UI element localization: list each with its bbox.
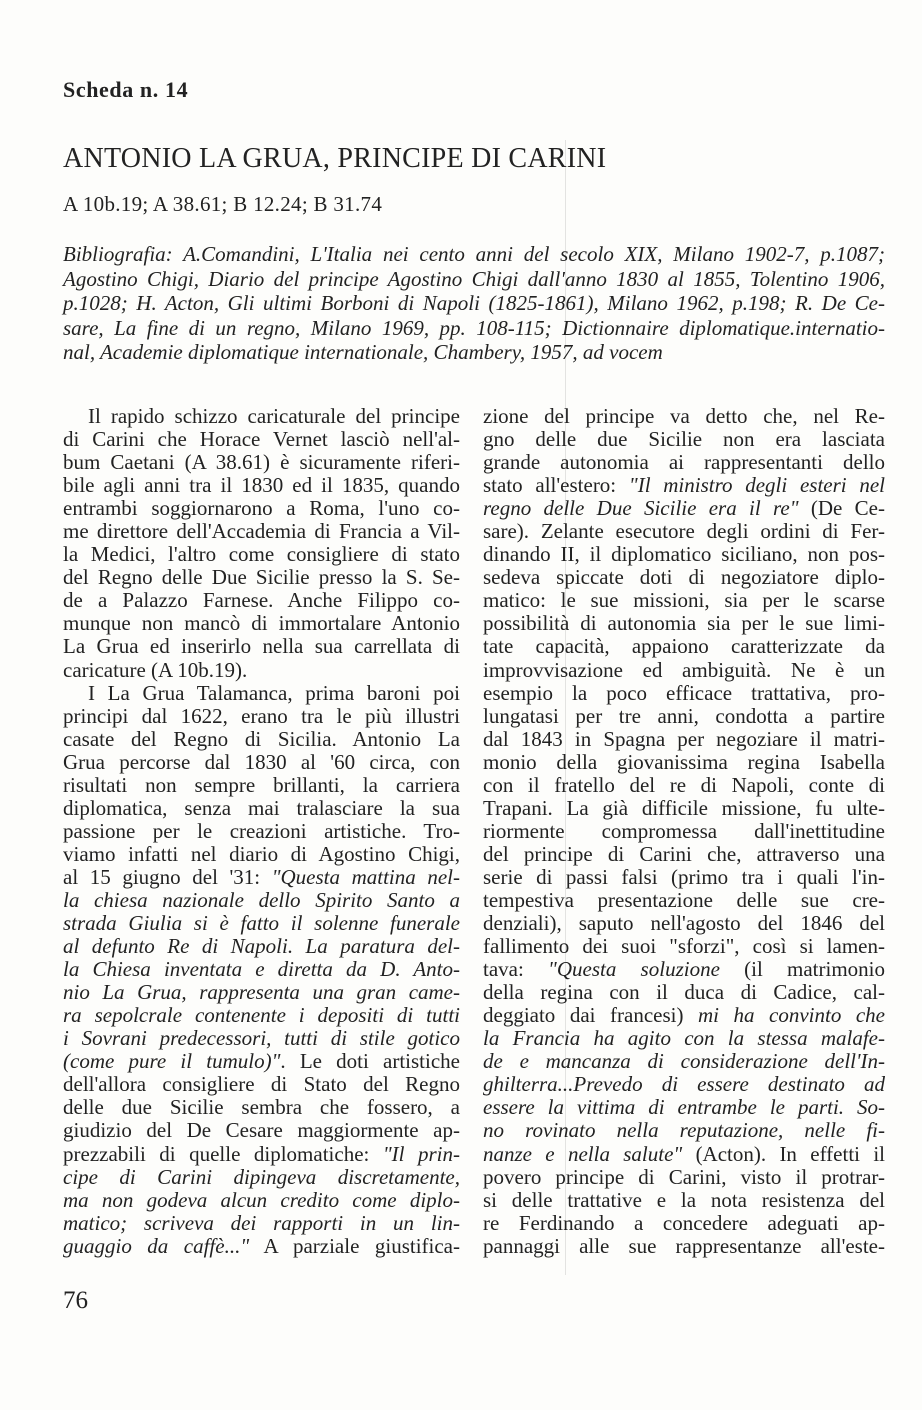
text-line — [483, 497, 885, 520]
text-line — [63, 820, 460, 843]
text-line — [483, 1189, 885, 1212]
text-line — [63, 1166, 460, 1189]
text: La Grua ed inserirlo nella sua carrellata di — [63, 634, 460, 659]
text-line — [483, 774, 885, 797]
text-line — [483, 797, 885, 820]
text-line — [63, 405, 460, 428]
italic-text: "Il prin- — [382, 1141, 460, 1166]
text: pannaggi alle sue rappresentanze all'este- — [483, 1233, 885, 1258]
text: . Le doti artistiche — [280, 1049, 460, 1074]
text-line — [63, 1004, 460, 1027]
text-line — [63, 589, 460, 612]
text-line — [483, 1235, 885, 1258]
text-line — [63, 797, 460, 820]
text: denziali), saputo nell'agosto del 1846 del — [483, 911, 885, 936]
text: Trapani. La già difficile missione, fu ulte- — [483, 795, 885, 820]
italic-text: (come pure il tumulo)" — [63, 1049, 281, 1074]
text-line — [483, 1212, 885, 1235]
text-line — [483, 912, 885, 935]
text: della regina con il duca di Cadice, cal- — [483, 980, 885, 1005]
text-line — [483, 981, 885, 1004]
page-number: 76 — [63, 1287, 88, 1314]
text-line — [483, 543, 885, 566]
italic-text: regno delle Due Sicilie era il re" — [483, 496, 799, 521]
text-line — [63, 935, 460, 958]
text: riormente compromessa dall'inettitudine — [483, 818, 885, 843]
text-line — [63, 451, 460, 474]
scheda-label: Scheda n. 14 — [63, 77, 189, 102]
text: si delle trattative e la nota resistenza del — [483, 1187, 885, 1212]
text-line — [483, 659, 885, 682]
text-line — [63, 1143, 460, 1166]
text-line — [63, 612, 460, 635]
text-line — [63, 242, 885, 267]
text-line — [483, 935, 885, 958]
italic-text: de e mancanza di considerazione dell'In- — [483, 1049, 885, 1074]
text: caricature (A 10b.19). — [63, 657, 248, 682]
text-line — [63, 267, 885, 292]
text-line — [63, 912, 460, 935]
text: gno delle due Sicilie non era lasciata — [483, 427, 885, 452]
text: munque non mancò di immortalare Antonio — [63, 611, 460, 636]
text-line — [483, 1027, 885, 1050]
italic-text: "Questa soluzione — [548, 957, 720, 982]
text-line — [63, 705, 460, 728]
text: di Carini che Horace Vernet lasciò nell'al- — [63, 427, 460, 452]
text-line — [63, 843, 460, 866]
paragraph — [63, 682, 460, 1258]
text: Agostino Chigi, Diario del principe Agostino Chigi dall'anno 1830 al 1855, Tolentino 1906, — [63, 266, 885, 291]
text-line — [483, 428, 885, 451]
text: serie di passi falsi (primo tra i quali l'in- — [483, 864, 885, 889]
text: passione per le creazioni artistiche. Tro- — [63, 818, 460, 843]
text: deggiato dai francesi) — [483, 1003, 698, 1028]
text-line — [63, 543, 460, 566]
text-line — [483, 1119, 885, 1142]
text: dell'allora consigliere di Stato del Regno — [63, 1072, 460, 1097]
text-line — [483, 705, 885, 728]
italic-text: nio La Grua, rappresenta una gran came- — [63, 980, 460, 1005]
text: al 15 giugno del '31: — [63, 864, 272, 889]
text-line — [63, 520, 460, 543]
text-line — [63, 566, 460, 589]
text-line — [63, 1073, 460, 1096]
text-line — [483, 520, 885, 543]
text: principi dal 1622, erano tra le più illustri — [63, 703, 460, 728]
text: tava: — [483, 957, 549, 982]
text-line — [63, 981, 460, 1004]
italic-text: ma non godeva alcun credito come diplo- — [63, 1187, 460, 1212]
italic-text: no rovinato nella reputazione, nelle fi- — [483, 1118, 885, 1143]
text: casate del Regno di Sicilia. Antonio La — [63, 726, 460, 751]
italic-text: matico; scriveva dei rapporti in un lin- — [63, 1210, 460, 1235]
inventory-references: A 10b.19; A 38.61; B 12.24; B 31.74 — [63, 192, 383, 216]
text-line — [483, 635, 885, 658]
text-line — [63, 1189, 460, 1212]
text: con il fratello del re di Napoli, conte di — [483, 772, 885, 797]
text: stato all'estero: — [483, 473, 629, 498]
italic-text: cipe di Carini dipingeva discretamente, — [63, 1164, 460, 1189]
text-line — [63, 1235, 460, 1258]
text-line — [483, 1166, 885, 1189]
italic-text: la chiesa nazionale dello Spirito Santo a — [63, 887, 460, 912]
text-line — [63, 316, 885, 341]
text: matico: le sue missioni, sia per le scarse — [483, 588, 885, 613]
text: povero principe di Carini, visto il protrar- — [483, 1164, 885, 1189]
text: dal 1843 in Spagna per negoziare il matri- — [483, 726, 885, 751]
text: sare). Zelante esecutore degli ordini di Fer- — [483, 519, 885, 544]
text: me direttore dell'Accademia di Francia a Vil- — [63, 519, 460, 544]
paragraph — [483, 405, 885, 1258]
text: p.1028; H. Acton, Gli ultimi Borboni di Napoli (1825-1861), Milano 1962, p.198; R. De Ce- — [63, 291, 885, 315]
text: del Regno delle Due Sicilie presso la S. Se- — [63, 565, 460, 590]
text-line — [63, 1119, 460, 1142]
text: risultati non sempre brillanti, la carriera — [63, 772, 460, 797]
text-line — [483, 820, 885, 843]
text-line — [483, 451, 885, 474]
text-line — [483, 1143, 885, 1166]
text: entrambi soggiornarono a Roma, l'uno co- — [63, 496, 460, 521]
text: tate capacità, appaiono caratterizzate da — [483, 634, 885, 659]
paragraph — [63, 242, 885, 365]
right-column — [483, 405, 885, 1258]
text: giudizio del De Cesare maggiormente ap- — [63, 1118, 460, 1143]
bibliography — [63, 242, 885, 365]
paragraph — [63, 405, 460, 682]
text: improvvisazione ed ambiguità. Ne è un — [483, 657, 885, 682]
document-title: ANTONIO LA GRUA, PRINCIPE DI CARINI — [63, 143, 607, 174]
text: (De Ce- — [798, 496, 885, 521]
text-line — [63, 682, 460, 705]
text-line — [63, 1212, 460, 1235]
text-line — [63, 497, 460, 520]
italic-text: mi ha convinto che — [697, 1003, 885, 1028]
text: dinando II, il diplomatico siciliano, non pos- — [483, 542, 885, 567]
italic-text: "Questa mattina nel- — [271, 864, 460, 889]
text: Bibliografia: A.Comandini, L'Italia nei cento anni del secolo XIX, Milano 1902-7, p.1087; — [63, 242, 885, 266]
text-line — [483, 1073, 885, 1096]
text-line — [63, 1050, 460, 1073]
text-line — [483, 889, 885, 912]
text: tempestiva presentazione delle sue cre- — [483, 887, 885, 912]
text: possibilità di autonomia sia per le sue limi- — [483, 611, 885, 636]
text: viamo infatti nel diario di Agostino Chigi, — [63, 841, 460, 866]
text-line — [63, 751, 460, 774]
text: zione del principe va detto che, nel Re- — [483, 404, 885, 428]
text-line — [63, 659, 460, 682]
text-line — [483, 1004, 885, 1027]
text-line — [483, 589, 885, 612]
text: Grua percorse dal 1830 al '60 circa, con — [63, 749, 460, 774]
left-column — [63, 405, 460, 1258]
text: grande autonomia ai rappresentanti dello — [483, 450, 885, 475]
text-line — [483, 728, 885, 751]
italic-text: i Sovrani predecessori, tutti di stile gotico — [63, 1026, 460, 1051]
text: fallimento dei suoi "sforzi", così si lamen- — [483, 934, 885, 959]
text-line — [483, 843, 885, 866]
italic-text: nanze e nella salute" — [483, 1141, 683, 1166]
text: sedeva spiccate doti di negoziatore diplo- — [483, 565, 885, 590]
italic-text: la Chiesa inventata e diretta da D. Anto- — [63, 957, 460, 982]
text-line — [483, 751, 885, 774]
text-line — [63, 774, 460, 797]
text: diplomatica, senza mai tralasciare la sua — [63, 795, 460, 820]
text: re Ferdinando a concedere adeguati ap- — [483, 1210, 885, 1235]
italic-text: al defunto Re di Napoli. La paratura del- — [63, 934, 460, 959]
text-line — [483, 1050, 885, 1073]
text: lungatasi per tre anni, condotta a partire — [483, 703, 885, 728]
text: bum Caetani (A 38.61) è sicuramente riferi- — [63, 450, 460, 475]
text-line — [63, 866, 460, 889]
text-line — [63, 728, 460, 751]
text-line — [63, 958, 460, 981]
text: del principe di Carini che, attraverso una — [483, 841, 885, 866]
text: de a Palazzo Farnese. Anche Filippo co- — [63, 588, 460, 613]
text-line — [483, 405, 885, 428]
text-line — [483, 866, 885, 889]
text: bile agli anni tra il 1830 ed il 1835, quando — [63, 473, 460, 498]
text-line — [483, 474, 885, 497]
text-line — [63, 889, 460, 912]
text-line — [63, 340, 885, 365]
text-line — [483, 682, 885, 705]
text: delle due Sicilie sembra che fossero, a — [63, 1095, 460, 1120]
text: sare, La fine di un regno, Milano 1969, pp. 108-115; Dictionnaire diplomatique.internatio- — [63, 315, 885, 340]
text-line — [63, 1027, 460, 1050]
text: Il rapido schizzo caricaturale del principe — [88, 404, 460, 428]
italic-text: ra sepolcrale contenente i depositi di tutti — [63, 1003, 460, 1028]
text-line — [63, 1096, 460, 1119]
text: la Medici, l'altro come consigliere di stato — [63, 542, 460, 567]
text-line — [63, 474, 460, 497]
text-line — [483, 566, 885, 589]
text: (Acton). In effetti il — [682, 1141, 885, 1166]
italic-text: strada Giulia si è fatto il solenne funerale — [63, 911, 460, 936]
text: prezzabili di quelle diplomatiche: — [63, 1141, 383, 1166]
text-line — [483, 958, 885, 981]
italic-text: la Francia ha agito con la stessa malafe- — [483, 1026, 885, 1051]
text: (il matrimonio — [719, 957, 885, 982]
text-line — [63, 428, 460, 451]
text: nal, Academie diplomatique internationale, Chambery, 1957, ad vocem — [63, 340, 663, 364]
text: monio della giovanissima regina Isabella — [483, 749, 885, 774]
text: I La Grua Talamanca, prima baroni poi — [88, 680, 460, 705]
text-line — [63, 635, 460, 658]
text-line — [63, 291, 885, 316]
text: esempio la poco efficace trattativa, pro- — [483, 680, 885, 705]
text: A parziale giustifica- — [249, 1233, 460, 1258]
italic-text: guaggio da caffè..." — [63, 1233, 250, 1258]
italic-text: essere la vittima di entrambe le parti. So- — [483, 1095, 885, 1120]
text-line — [483, 1096, 885, 1119]
italic-text: ghilterra...Prevedo di essere destinato ad — [483, 1072, 885, 1097]
italic-text: "Il ministro degli esteri nel — [628, 473, 885, 498]
text-line — [483, 612, 885, 635]
